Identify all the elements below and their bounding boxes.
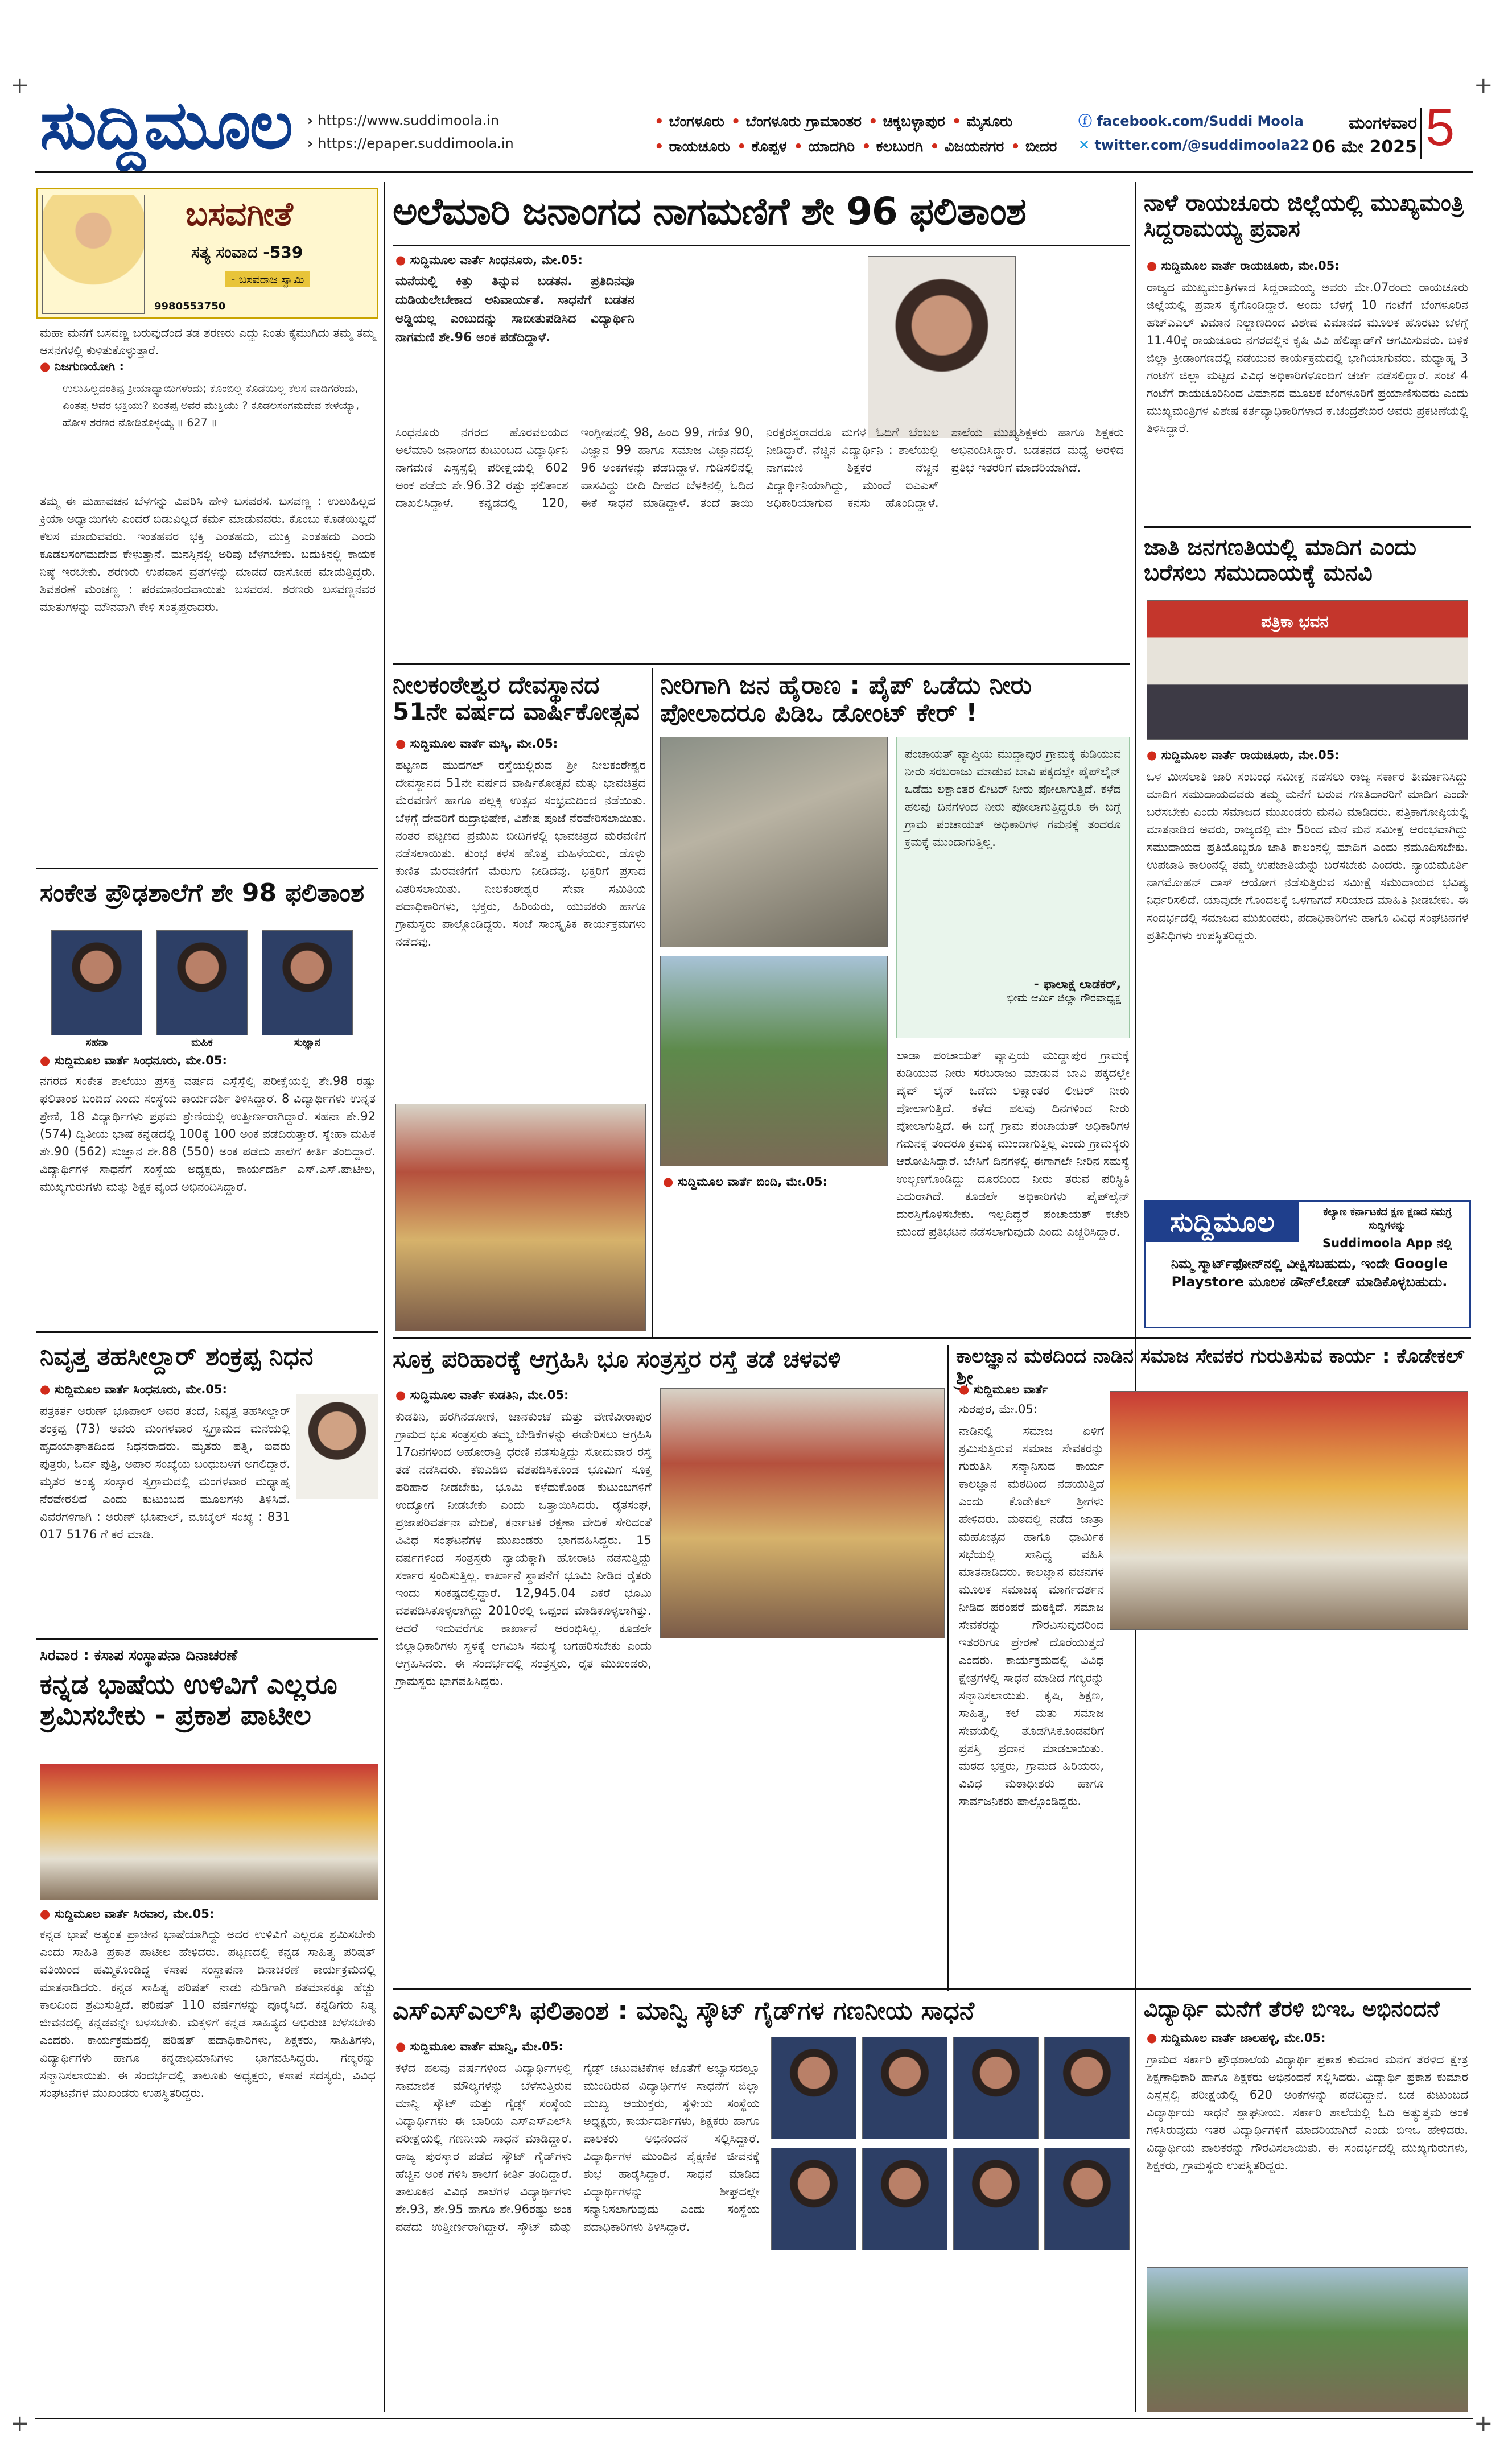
caste-photo [1147, 600, 1468, 740]
student-byline: ● ಸುದ್ದಿಮೂಲ ವಾರ್ತೆ ಜಾಲಹಳ್ಳಿ, ಮೇ.05: [1147, 2031, 1326, 2045]
water-body-left [663, 1195, 888, 1331]
ad-app: Suddimoola App ನಲ್ಲಿ [1322, 1236, 1452, 1250]
temple-headline: ನೀಲಕಂಠೇಶ್ವರ ದೇವಸ್ಥಾನದ 51ನೇ ವರ್ಷದ ವಾರ್ಷಿಕೋತ್ಸವ [393, 671, 640, 726]
nagamani-photo [868, 256, 1016, 438]
water-byline: ● ಸುದ್ದಿಮೂಲ ವಾರ್ತೆ ಬಿಂದಿ, ಮೇ.05: [663, 1175, 827, 1189]
main-headline: ಅಲೆಮಾರಿ ಜನಾಂಗದ ನಾಗಮಣಿಗೆ ಶೇ 96 ಫಲಿತಾಂಶ [393, 189, 1026, 233]
student-name: ಮಹಿಕ [191, 1037, 213, 1049]
scout-photo [953, 2037, 1039, 2139]
kodekal-photo [1110, 1391, 1468, 1630]
basava-label: ● ನಿಜಗುಣಯೋಗಿ : [40, 360, 124, 374]
ad-line1: ಕಲ್ಯಾಣ ಕರ್ನಾಟಕದ ಕ್ಷಣ ಕ್ಷಣದ ಸಮಗ್ರ ಸುದ್ದಿಗಳನ್ನು [1323, 1206, 1452, 1232]
kannada-byline: ● ಸುದ್ದಿಮೂಲ ವಾರ್ತೆ ಸಿರವಾರ, ಮೇ.05: [40, 1907, 214, 1921]
water-photo-pipe [660, 737, 888, 947]
land-byline: ● ಸುದ್ದಿಮೂಲ ವಾರ್ತೆ ಕುಡತಿನಿ, ಮೇ.05: [395, 1388, 568, 1402]
tahsildar-byline: ● ಸುದ್ದಿಮೂಲ ವಾರ್ತೆ ಸಿಂಧನೂರು, ಮೇ.05: [40, 1382, 227, 1397]
kannada-photo [40, 1764, 378, 1900]
scout-photo [1044, 2148, 1130, 2250]
sanketha-headline: ಸಂಕೇತ ಪ್ರೌಢಶಾಲೆಗೆ ಶೇ 98 ಫಲಿತಾಂಶ [40, 878, 365, 907]
scout-photo [771, 2037, 856, 2139]
scout-photo [862, 2148, 947, 2250]
water-headline: ನೀರಿಗಾಗಿ ಜನ ಹೈರಾಣ : ಪೈಪ್ ಒಡೆದು ನೀರು ಪೋಲಾದರೂ ಪಿಡಿಒ ಡೋಂಟ್ ಕೇರ್ ! [660, 671, 1032, 728]
basava-illustration [42, 195, 145, 314]
student-name: ಸುಜ್ಞಾನ [294, 1037, 321, 1049]
caste-byline: ● ಸುದ್ದಿಮೂಲ ವಾರ್ತೆ ರಾಯಚೂರು, ಮೇ.05: [1147, 748, 1340, 762]
student-photo [156, 930, 248, 1035]
basava-header [36, 188, 378, 319]
cm-body: ರಾಜ್ಯದ ಮುಖ್ಯಮಂತ್ರಿಗಳಾದ ಸಿದ್ದರಾಮಯ್ಯ ಅವರು ಮೇ.07ರಂದು ರಾಯಚೂರು ಜಿಲ್ಲೆಯಲ್ಲಿ ಪ್ರವಾಸ ಕೈಗೊಂಡಿದ್ದಾರೆ. ಅಂದು ಬೆಳಗ್ಗೆ 10 ಗಂಟೆಗೆ ಬೆಂಗಳೂರಿನ ಹೆಚ್‌ಎಎಲ್ ವಿಮಾನ ನಿಲ್ದಾಣದಿಂದ ವಿಶೇಷ ವಿಮಾನದ ಮೂಲಕ ಹೊರಟು ಬೆಳಗ್ಗೆ 11.40ಕ್ಕೆ ರಾಯಚೂರು ನಗರದಲ್ಲಿನ ಕೃಷಿ ವಿವಿ ಹೆಲಿಪ್ಯಾಡ್‌ಗೆ ಆಗಮಿಸುವರು. ಬಳಿಕ ಜಿಲ್ಲಾ ಕ್ರೀಡಾಂಗಣದಲ್ಲಿ ನಡೆಯುವ ಕಾರ್ಯಕ್ರಮದಲ್ಲಿ ಭಾಗಿಯಾಗುವರು. ಮಧ್ಯಾಹ್ನ 3 ಗಂಟೆಗೆ ಜಿಲ್ಲಾ ಮಟ್ಟದ ವಿವಿಧ ಅಧಿಕಾರಿಗಳೊಂದಿಗೆ ಚರ್ಚೆ ನಡೆಸಲಿದ್ದಾರೆ. ಸಂಜೆ 4 ಗಂಟೆಗೆ ರಾಯಚೂರಿನಿಂದ ವಿಮಾನದ ಮೂಲಕ ಬೆಂಗಳೂರಿಗೆ ಪ್ರಯಾಣಿಸುವರು ಎಂದು ಮುಖ್ಯಮಂತ್ರಿಗಳ ವಿಶೇಷ ಕರ್ತವ್ಯಾಧಿಕಾರಿಗಳಾದ ಕೆ.ಚಂದ್ರಶೇಖರ ಅವರು ಪ್ರಕಟಣೆಯಲ್ಲಿ ತಿಳಿಸಿದ್ದಾರೆ. [1147, 280, 1468, 435]
sslc-body: ಕಳೆದ ಹಲವು ವರ್ಷಗಳಿಂದ ವಿದ್ಯಾರ್ಥಿಗಳಲ್ಲಿ ಸಾಮಾಜಿಕ ಮೌಲ್ಯಗಳನ್ನು ಬೆಳೆಸುತ್ತಿರುವ ಮಾನ್ವಿ ಸ್ಕೌಟ್ ಮತ್ತು ಗೈಡ್ಸ್ ಸಂಸ್ಥೆಯ ವಿದ್ಯಾರ್ಥಿಗಳು ಈ ಬಾರಿಯ ಎಸ್‌ಎಸ್‌ಎಲ್‌ಸಿ ಪರೀಕ್ಷೆಯಲ್ಲಿ ಗಣನೀಯ ಸಾಧನೆ ಮಾಡಿದ್ದಾರೆ. ರಾಜ್ಯ ಪುರಸ್ಕಾರ ಪಡೆದ ಸ್ಕೌಟ್ ಗೈಡ್‌ಗಳು ಹೆಚ್ಚಿನ ಅಂಕ ಗಳಿಸಿ ಶಾಲೆಗೆ ಕೀರ್ತಿ ತಂದಿದ್ದಾರೆ. ತಾಲೂಕಿನ ವಿವಿಧ ಶಾಲೆಗಳ ವಿದ್ಯಾರ್ಥಿಗಳು ಶೇ.93, ಶೇ.95 ಹಾಗೂ ಶೇ.96ರಷ್ಟು ಅಂಕ ಪಡೆದು ಉತ್ತೀರ್ಣರಾಗಿದ್ದಾರೆ. ಸ್ಕೌಟ್ ಮತ್ತು ಗೈಡ್ಸ್ ಚಟುವಟಿಕೆಗಳ ಜೊತೆಗೆ ಅಭ್ಯಾಸದಲ್ಲೂ ಮುಂದಿರುವ ವಿದ್ಯಾರ್ಥಿಗಳ ಸಾಧನೆಗೆ ಜಿಲ್ಲಾ ಮುಖ್ಯ ಆಯುಕ್ತರು, ಸ್ಥಳೀಯ ಸಂಸ್ಥೆಯ ಅಧ್ಯಕ್ಷರು, ಕಾರ್ಯದರ್ಶಿಗಳು, ಶಿಕ್ಷಕರು ಹಾಗೂ ಪಾಲಕರು ಅಭಿನಂದನೆ ಸಲ್ಲಿಸಿದ್ದಾರೆ. ವಿದ್ಯಾರ್ಥಿಗಳ ಮುಂದಿನ ಶೈಕ್ಷಣಿಕ ಜೀವನಕ್ಕೆ ಶುಭ ಹಾರೈಸಿದ್ದಾರೆ. ಸಾಧನೆ ಮಾಡಿದ ವಿದ್ಯಾರ್ಥಿಗಳನ್ನು ಶೀಘ್ರದಲ್ಲೇ ಸನ್ಮಾನಿಸಲಾಗುವುದು ಎಂದು ಸಂಸ್ಥೆಯ ಪದಾಧಿಕಾರಿಗಳು ತಿಳಿಸಿದ್ದಾರೆ. [395, 2061, 760, 2234]
student-photo [262, 930, 353, 1035]
masthead-logo: ಸುದ್ದಿಮೂಲ [40, 85, 292, 164]
temple-byline: ● ಸುದ್ದಿಮೂಲ ವಾರ್ತೆ ಮಸ್ಕಿ, ಮೇ.05: [395, 737, 558, 751]
epaper-link[interactable]: › https://epaper.suddimoola.in [307, 132, 514, 155]
sslc-body-cont [771, 2259, 1130, 2412]
water-photo-person [660, 956, 888, 1166]
website-link[interactable]: › https://www.suddimoola.in [307, 109, 514, 132]
scout-photo [1044, 2037, 1130, 2139]
kodekal-byline: ● ಸುದ್ದಿಮೂಲ ವಾರ್ತೆ [959, 1382, 1048, 1397]
main-byline: ● ಸುದ್ದಿಮೂಲ ವಾರ್ತೆ ಸಿಂಧನೂರು, ಮೇ.05: [395, 253, 583, 267]
kannada-headline: ಕನ್ನಡ ಭಾಷೆಯ ಉಳಿವಿಗೆ ಎಲ್ಲರೂ ಶ್ರಮಿಸಬೇಕು - ಪ್ರಕಾಶ ಪಾಟೀಲ [40, 1669, 337, 1731]
kodekal-body-cont [959, 1638, 1468, 1980]
basava-author: - ಬಸವರಾಜ ಸ್ವಾಮಿ [225, 271, 310, 287]
student-body: ಗ್ರಾಮದ ಸರ್ಕಾರಿ ಪ್ರೌಢಶಾಲೆಯ ವಿದ್ಯಾರ್ಥಿ ಪ್ರಕಾಶ ಕುಮಾರ ಮನೆಗೆ ತೆರಳಿದ ಕ್ಷೇತ್ರ ಶಿಕ್ಷಣಾಧಿಕಾರಿ ಹಾಗೂ ಶಿಕ್ಷಕರು ಅಭಿನಂದನೆ ಸಲ್ಲಿಸಿದರು. ವಿದ್ಯಾರ್ಥಿ ಪ್ರಕಾಶ ಕುಮಾರ ಎಸ್ಸೆಸ್ಸೆಲ್ಸಿ ಪರೀಕ್ಷೆಯಲ್ಲಿ 620 ಅಂಕಗಳನ್ನು ಪಡೆದಿದ್ದಾನೆ. ಬಡ ಕುಟುಂಬದ ವಿದ್ಯಾರ್ಥಿಯ ಸಾಧನೆ ಶ್ಲಾಘನೀಯ. ಸರ್ಕಾರಿ ಶಾಲೆಯಲ್ಲಿ ಓದಿ ಅತ್ಯುತ್ತಮ ಅಂಕ ಗಳಿಸಿರುವುದು ಇತರ ವಿದ್ಯಾರ್ಥಿಗಳಿಗೆ ಮಾದರಿಯಾಗಿದೆ ಎಂದು ಬಿಇಒ ಹೇಳಿದರು. ವಿದ್ಯಾರ್ಥಿಯ ಪಾಲಕರನ್ನು ಗೌರವಿಸಲಾಯಿತು. ಈ ಸಂದರ್ಭದಲ್ಲಿ ಮುಖ್ಯಗುರುಗಳು, ಶಿಕ್ಷಕರು, ಗ್ರಾಮಸ್ಥರು ಉಪಸ್ಥಿತರಿದ್ದರು. [1147, 2053, 1468, 2172]
caste-body: ಒಳ ಮೀಸಲಾತಿ ಜಾರಿ ಸಂಬಂಧ ಸಮೀಕ್ಷೆ ನಡೆಸಲು ರಾಜ್ಯ ಸರ್ಕಾರ ತೀರ್ಮಾನಿಸಿದ್ದು ಮಾದಿಗ ಸಮುದಾಯದವರು ತಮ್ಮ ಮನೆಗೆ ಬರುವ ಗಣತಿದಾರರಿಗೆ ಮಾದಿಗ ಎಂದೇ ಬರೆಸಬೇಕು ಎಂದು ಸಮಾಜದ ಮುಖಂಡರು ಮನವಿ ಮಾಡಿದರು. ಪತ್ರಿಕಾಗೋಷ್ಠಿಯಲ್ಲಿ ಮಾತನಾಡಿದ ಅವರು, ರಾಜ್ಯದಲ್ಲಿ ಮೇ 5ರಿಂದ ಮನೆ ಮನೆ ಸಮೀಕ್ಷೆ ಆರಂಭವಾಗಿದ್ದು ಸಮುದಾಯದ ಪ್ರತಿಯೊಬ್ಬರೂ ಜಾತಿ ಕಾಲಂನಲ್ಲಿ ಮಾದಿಗ ಎಂದು ನಮೂದಿಸಬೇಕು. ಉಪಜಾತಿ ಕಾಲಂನಲ್ಲಿ ತಮ್ಮ ಉಪಜಾತಿಯನ್ನು ಬರೆಸಬೇಕು ಎಂದರು. ನ್ಯಾಯಮೂರ್ತಿ ನಾಗಮೋಹನ್ ದಾಸ್ ಆಯೋಗ ನಡೆಸುತ್ತಿರುವ ಸಮೀಕ್ಷೆ ಸಮುದಾಯದ ಭವಿಷ್ಯ ನಿರ್ಧರಿಸಲಿದೆ. ಯಾವುದೇ ಗೊಂದಲಕ್ಕೆ ಒಳಗಾಗದೆ ಸರಿಯಾದ ಮಾಹಿತಿ ನೀಡಬೇಕು. ಈ ಸಂದರ್ಭದಲ್ಲಿ ಸಮಾಜದ ಮುಖಂಡರು, ಪದಾಧಿಕಾರಿಗಳು ಹಾಗೂ ವಿವಿಧ ಸಂಘಟನೆಗಳ ಪ್ರತಿನಿಧಿಗಳು ಉಪಸ್ಥಿತರಿದ್ದರು. [1147, 770, 1468, 942]
crop-mark: + [10, 72, 30, 98]
caste-banner: ಪತ್ರಿಕಾ ಭವನ [1261, 612, 1329, 631]
land-body-cont [660, 1647, 942, 1983]
app-ad[interactable] [1144, 1200, 1471, 1328]
student-photo [51, 930, 142, 1035]
kodekal-place: ಸುರಪುರ, ಮೇ.05: [959, 1402, 1037, 1416]
caste-headline: ಜಾತಿ ಜನಗಣತಿಯಲ್ಲಿ ಮಾದಿಗ ಎಂದು ಬರೆಸಲು ಸಮುದಾಯಕ್ಕೆ ಮನವಿ [1144, 534, 1416, 586]
scout-photo [862, 2037, 947, 2139]
student-headline: ವಿದ್ಯಾರ್ಥಿ ಮನೆಗೆ ತೆರಳಿ ಬಿಇಒ ಅಭಿನಂದನೆ [1144, 1996, 1440, 2021]
basava-phone: 9980553750 [154, 300, 226, 312]
tahsildar-body: ಪತ್ರಕರ್ತ ಅರುಣ್ ಭೂಪಾಲ್ ಅವರ ತಂದೆ, ನಿವೃತ್ತ ತಹಸೀಲ್ದಾರ್ ಶಂಕ್ರಪ್ಪ (73) ಅವರು ಮಂಗಳವಾರ ಸ್ವಗ್ರಾಮದ ಮನೆಯಲ್ಲಿ ಹೃದಯಾಘಾತದಿಂದ ನಿಧನರಾದರು. ಮೃತರು ಪತ್ನಿ, ಐವರು ಪುತ್ರರು, ಓರ್ವ ಪುತ್ರಿ, ಅಪಾರ ಸಂಖ್ಯೆಯ ಬಂಧುಬಳಗ ಅಗಲಿದ್ದಾರೆ. ಮೃತರ ಅಂತ್ಯ ಸಂಸ್ಕಾರ ಸ್ವಗ್ರಾಮದಲ್ಲಿ ಮಂಗಳವಾರ ಮಧ್ಯಾಹ್ನ ನೆರವೇರಲಿದೆ ಎಂದು ಕುಟುಂಬದ ಮೂಲಗಳು ತಿಳಿಸಿವೆ. ವಿವರಗಳಿಗಾಗಿ : ಅರುಣ್ ಭೂಪಾಲ್, ಮೊಬೈಲ್ ಸಂಖ್ಯೆ : 831 017 5176 ಗೆ ಕರೆ ಮಾಡಿ. [40, 1404, 290, 1541]
student-name: ಸಹನಾ [85, 1037, 108, 1049]
land-body: ಕುಡತಿನಿ, ಹರಗಿನಡೋಣಿ, ಜಾನೆಕುಂಟೆ ಮತ್ತು ವೇಣಿವೀರಾಪುರ ಗ್ರಾಮದ ಭೂ ಸಂತ್ರಸ್ತರು ತಮ್ಮ ಬೇಡಿಕೆಗಳನ್ನು ಈಡೇರಿಸಲು ಆಗ್ರಹಿಸಿ 17ದಿನಗಳಿಂದ ಅಹೋರಾತ್ರಿ ಧರಣಿ ನಡೆಸುತ್ತಿದ್ದು ಸೋಮವಾರ ರಸ್ತೆ ತಡೆ ನಡೆಸಿದರು. ಕೆಐಎಡಿಬಿ ವಶಪಡಿಸಿಕೊಂಡ ಭೂಮಿಗೆ ಸೂಕ್ತ ಪರಿಹಾರ ನೀಡಬೇಕು, ಭೂಮಿ ಕಳೆದುಕೊಂಡ ಕುಟುಂಬಗಳಿಗೆ ಉದ್ಯೋಗ ನೀಡಬೇಕು ಎಂದು ಒತ್ತಾಯಿಸಿದರು. ರೈತಸಂಘ, ಪ್ರಜಾಪರಿವರ್ತನಾ ವೇದಿಕೆ, ಕರ್ನಾಟಕ ರಕ್ಷಣಾ ವೇದಿಕೆ ಸೇರಿದಂತೆ ವಿವಿಧ ಸಂಘಟನೆಗಳ ಮುಖಂಡರು ಭಾಗವಹಿಸಿದ್ದರು. 15 ವರ್ಷಗಳಿಂದ ಸಂತ್ರಸ್ತರು ನ್ಯಾಯಕ್ಕಾಗಿ ಹೋರಾಟ ನಡೆಸುತ್ತಿದ್ದು ಸರ್ಕಾರ ಸ್ಪಂದಿಸುತ್ತಿಲ್ಲ. ಕಾರ್ಖಾನೆ ಸ್ಥಾಪನೆಗೆ ಭೂಮಿ ನೀಡಿದ ರೈತರು ಇಂದು ಸಂಕಷ್ಟದಲ್ಲಿದ್ದಾರೆ. 12,945.04 ಎಕರೆ ಭೂಮಿ ವಶಪಡಿಸಿಕೊಳ್ಳಲಾಗಿದ್ದು 2010ರಲ್ಲಿ ಒಪ್ಪಂದ ಮಾಡಿಕೊಳ್ಳಲಾಗಿತ್ತು. ಆದರೆ ಇದುವರೆಗೂ ಕಾರ್ಖಾನೆ ಆರಂಭಿಸಿಲ್ಲ. ಕೂಡಲೇ ಜಿಲ್ಲಾಧಿಕಾರಿಗಳು ಸ್ಥಳಕ್ಕೆ ಆಗಮಿಸಿ ಸಮಸ್ಯೆ ಬಗೆಹರಿಸಬೇಕು ಎಂದು ಆಗ್ರಹಿಸಿದರು. ಈ ಸಂದರ್ಭದಲ್ಲಿ ಸಂತ್ರಸ್ತರು, ರೈತ ಮುಖಂಡರು, ಗ್ರಾಮಸ್ಥರು ಭಾಗವಹಿಸಿದ್ದರು. [395, 1410, 652, 1688]
land-headline: ಸೂಕ್ತ ಪರಿಹಾರಕ್ಕೆ ಆಗ್ರಹಿಸಿ ಭೂ ಸಂತ್ರಸ್ತರ ರಸ್ತೆ ತಡೆ ಚಳವಳಿ [393, 1345, 841, 1373]
kannada-kicker: ಸಿರವಾರ : ಕಸಾಪ ಸಂಸ್ಥಾಪನಾ ದಿನಾಚರಣೆ [40, 1647, 238, 1664]
crop-mark: + [1474, 2411, 1493, 2437]
quote-role: ಭೀಮ ಆರ್ಮಿ ಜಿಲ್ಲಾ ಗೌರವಾಧ್ಯಕ್ಷ [1007, 992, 1121, 1004]
temple-body: ಪಟ್ಟಣದ ಮುದಗಲ್ ರಸ್ತೆಯಲ್ಲಿರುವ ಶ್ರೀ ನೀಲಕಂಠೇಶ್ವರ ದೇವಸ್ಥಾನದ 51ನೇ ವರ್ಷದ ವಾರ್ಷಿಕೋತ್ಸವ ಮತ್ತು ಭಾವಚಿತ್ರದ ಮೆರವಣಿಗೆ ಹಾಗೂ ಪಲ್ಲಕ್ಕಿ ಉತ್ಸವ ಸಂಭ್ರಮದಿಂದ ನಡೆಯಿತು. ಬೆಳಗ್ಗೆ ದೇವರಿಗೆ ರುದ್ರಾಭಿಷೇಕ, ವಿಶೇಷ ಪೂಜೆ ನೆರವೇರಿಸಲಾಯಿತು. ನಂತರ ಪಟ್ಟಣದ ಪ್ರಮುಖ ಬೀದಿಗಳಲ್ಲಿ ಭಾವಚಿತ್ರದ ಮೆರವಣಿಗೆ ನಡೆಸಲಾಯಿತು. ಕುಂಭ ಕಳಸ ಹೊತ್ತ ಮಹಿಳೆಯರು, ಡೊಳ್ಳು ಕುಣಿತ ಮೆರವಣಿಗೆಗೆ ಮೆರುಗು ನೀಡಿದವು. ಭಕ್ತರಿಗೆ ಪ್ರಸಾದ ವಿತರಿಸಲಾಯಿತು. ನೀಲಕಂಠೇಶ್ವರ ಸೇವಾ ಸಮಿತಿಯ ಪದಾಧಿಕಾರಿಗಳು, ಭಕ್ತರು, ಹಿರಿಯರು, ಯುವಕರು ಹಾಗೂ ಗ್ರಾಮಸ್ಥರು ಪಾಲ್ಗೊಂಡಿದ್ದರು. ಸಂಜೆ ಸಾಂಸ್ಕೃತಿಕ ಕಾರ್ಯಕ್ರಮಗಳು ನಡೆದವು. [395, 758, 646, 948]
twitter-icon: ✕ [1078, 137, 1095, 153]
water-body: ಲಾಡಾ ಪಂಚಾಯತ್ ವ್ಯಾಪ್ತಿಯ ಮುದ್ದಾಪುರ ಗ್ರಾಮಕ್ಕೆ ಕುಡಿಯುವ ನೀರು ಸರಬರಾಜು ಮಾಡುವ ಬಾವಿ ಪಕ್ಕದಲ್ಲೇ ಪೈಪ್ ಲೈನ್ ಒಡೆದು ಲಕ್ಷಾಂತರ ಲೀಟರ್ ನೀರು ಪೋಲಾಗುತ್ತಿದೆ. ಕಳೆದ ಹಲವು ದಿನಗಳಿಂದ ನೀರು ಪೋಲಾಗುತ್ತಿದೆ. ಈ ಬಗ್ಗೆ ಗ್ರಾಮ ಪಂಚಾಯತ್ ಅಧಿಕಾರಿಗಳ ಗಮನಕ್ಕೆ ತಂದರೂ ಕ್ರಮಕ್ಕೆ ಮುಂದಾಗುತ್ತಿಲ್ಲ ಎಂದು ಗ್ರಾಮಸ್ಥರು ಆರೋಪಿಸಿದ್ದಾರೆ. ಬೇಸಿಗೆ ದಿನಗಳಲ್ಲಿ ಈಗಾಗಲೇ ನೀರಿನ ಸಮಸ್ಯೆ ಉಲ್ಬಣಗೊಂಡಿದ್ದು ದೂರದಿಂದ ನೀರು ತರುವ ಪರಿಸ್ಥಿತಿ ಎದುರಾಗಿದೆ. ಕೂಡಲೇ ಅಧಿಕಾರಿಗಳು ಪೈಪ್‌ಲೈನ್ ದುರಸ್ತಿಗೊಳಿಸಬೇಕು. ಇಲ್ಲದಿದ್ದರೆ ಪಂಚಾಯತ್ ಕಚೇರಿ ಮುಂದೆ ಪ್ರತಿಭಟನೆ ನಡೆಸಲಾಗುವುದು ಎಂದು ಎಚ್ಚರಿಸಿದ್ದಾರೆ. [896, 1049, 1130, 1239]
crop-mark: + [10, 2411, 30, 2437]
land-photo [660, 1388, 945, 1638]
cm-headline: ನಾಳೆ ರಾಯಚೂರು ಜಿಲ್ಲೆಯಲ್ಲಿ ಮುಖ್ಯಮಂತ್ರಿ ಸಿದ್ದರಾಮಯ್ಯ ಪ್ರವಾಸ [1144, 190, 1464, 242]
basava-subtitle: ಸತ್ಯ ಸಂವಾದ -539 [191, 243, 303, 262]
water-quote: ಪಂಚಾಯತ್ ವ್ಯಾಪ್ತಿಯ ಮುದ್ದಾಪುರ ಗ್ರಾಮಕ್ಕೆ ಕುಡಿಯುವ ನೀರು ಸರಬರಾಜು ಮಾಡುವ ಬಾವಿ ಪಕ್ಕದಲ್ಲೇ ಪೈಪ್‌ಲೈನ್ ಒಡೆದು ಲಕ್ಷಾಂತರ ಲೀಟರ್ ನೀರು ಪೋಲಾಗುತ್ತಿದೆ. ಕಳೆದ ಹಲವು ದಿನಗಳಿಂದ ನೀರು ಪೋಲಾಗುತ್ತಿದ್ದರೂ ಈ ಬಗ್ಗೆ ಗ್ರಾಮ ಪಂಚಾಯತ್ ಅಧಿಕಾರಿಗಳ ಗಮನಕ್ಕೆ ತಂದರೂ ಕ್ರಮಕ್ಕೆ ಮುಂದಾಗುತ್ತಿಲ್ಲ. [905, 747, 1121, 849]
basava-intro: ಮಹಾ ಮನೆಗೆ ಬಸವಣ್ಣ ಬರುವುದೆಂದ ತಡ ಶರಣರು ಎದ್ದು ನಿಂತು ಕೈಮುಗಿದು ತಮ್ಮ ತಮ್ಮ ಆಸನಗಳಲ್ಲಿ ಕುಳಿತುಕೊಳ್ಳುತ್ತಾರೆ. [40, 326, 376, 357]
tahsildar-photo [296, 1394, 378, 1499]
city-list: • ಬೆಂಗಳೂರು• ಬೆಂಗಳೂರು ಗ್ರಾಮಾಂತರ• ಚಿಕ್ಕಬಳ್ಳಾಪುರ• ಮೈಸೂರು • ರಾಯಚೂರು• ಕೊಪ್ಪಳ• ಯಾದಗಿರಿ• ಕಲಬುರಗಿ• ವಿಜಯನಗರ• ಬೀದರ [654, 109, 1064, 159]
ad-logo: ಸುದ್ದಿಮೂಲ [1146, 1202, 1299, 1242]
masthead-urls [307, 109, 514, 155]
basava-verse: ಉಲುಹಿಲ್ಲದಂತಿಪ್ಪ ಕ್ರೀಯಾಧ್ಯಾಯಿಗಳೆಂದು; ಕೊಂಬಿಲ್ಲ ಕೊಡೆಯಿಲ್ಲ ಕೆಲಸ ವಾದಿಗರೆಂದು, ಏಂತಪ್ಪ ಅವರ ಭಕ್ತಿಯು? ಏಂತಪ್ಪ ಅವರ ಮುಕ್ತಿಯು ? ಕೂಡಲಸಂಗಮದೇವ ಕೇಳಯ್ಯಾ, ಹೋಳಿ ಶರಣರ ನೋಡಿಕೊಳ್ಳಯ್ಯ ॥ 627 ॥ [63, 382, 360, 429]
scout-photo [771, 2148, 856, 2250]
kodekal-headline: ಕಾಲಜ್ಞಾನ ಮಠದಿಂದ ನಾಡಿನ ಸಮಾಜ ಸೇವಕರ ಗುರುತಿಸುವ ಕಾರ್ಯ : ಕೊಡೇಕಲ್ ಶ್ರೀ [956, 1345, 1465, 1390]
facebook-icon: ⓕ [1078, 113, 1097, 129]
student-photo [1147, 2267, 1468, 2412]
kannada-body: ಕನ್ನಡ ಭಾಷೆ ಅತ್ಯಂತ ಪ್ರಾಚೀನ ಭಾಷೆಯಾಗಿದ್ದು ಅದರ ಉಳಿವಿಗೆ ಎಲ್ಲರೂ ಶ್ರಮಿಸಬೇಕು ಎಂದು ಸಾಹಿತಿ ಪ್ರಕಾಶ ಪಾಟೀಲ ಹೇಳಿದರು. ಪಟ್ಟಣದಲ್ಲಿ ಕನ್ನಡ ಸಾಹಿತ್ಯ ಪರಿಷತ್ ವತಿಯಿಂದ ಹಮ್ಮಿಕೊಂಡಿದ್ದ ಕಸಾಪ ಸಂಸ್ಥಾಪನಾ ದಿನಾಚರಣೆ ಕಾರ್ಯಕ್ರಮದಲ್ಲಿ ಮಾತನಾಡಿದರು. ಕನ್ನಡ ಸಾಹಿತ್ಯ ಪರಿಷತ್ ನಾಡು ನುಡಿಗಾಗಿ ಶತಮಾನಕ್ಕೂ ಹೆಚ್ಚು ಕಾಲದಿಂದ ಶ್ರಮಿಸುತ್ತಿದೆ. ಪರಿಷತ್ 110 ವರ್ಷಗಳನ್ನು ಪೂರೈಸಿದೆ. ಕನ್ನಡಿಗರು ನಿತ್ಯ ಜೀವನದಲ್ಲಿ ಕನ್ನಡವನ್ನೇ ಬಳಸಬೇಕು. ಮಕ್ಕಳಿಗೆ ಕನ್ನಡ ಸಾಹಿತ್ಯದ ಅಭಿರುಚಿ ಬೆಳೆಸಬೇಕು ಎಂದರು. ಕಾರ್ಯಕ್ರಮದಲ್ಲಿ ಪರಿಷತ್ ಪದಾಧಿಕಾರಿಗಳು, ಶಿಕ್ಷಕರು, ಸಾಹಿತಿಗಳು, ವಿದ್ಯಾರ್ಥಿಗಳು ಹಾಗೂ ಕನ್ನಡಾಭಿಮಾನಿಗಳು ಭಾಗವಹಿಸಿದ್ದರು. ಗಣ್ಯರನ್ನು ಸನ್ಮಾನಿಸಲಾಯಿತು. ಈ ಸಂದರ್ಭದಲ್ಲಿ ತಾಲೂಕು ಅಧ್ಯಕ್ಷರು, ಕಸಾಪ ಸದಸ್ಯರು, ವಿವಿಧ ಸಂಘಟನೆಗಳ ಮುಖಂಡರು ಉಪಸ್ಥಿತರಿದ್ದರು. [40, 1928, 376, 2100]
quote-author: - ಫಾಲಾಕ್ಷ ಲಾಡಕರ್, [1033, 977, 1121, 992]
crop-mark: + [1474, 72, 1493, 98]
page-number: 5 [1425, 98, 1455, 156]
main-body: ಸಿಂಧನೂರು ನಗರದ ಹೊರವಲಯದ ಅಲೆಮಾರಿ ಜನಾಂಗದ ಕುಟುಂಬದ ವಿದ್ಯಾರ್ಥಿನಿ ನಾಗಮಣಿ ಎಸ್ಸೆಸ್ಸೆಲ್ಸಿ ಪರೀಕ್ಷೆಯಲ್ಲಿ 602 ಅಂಕ ಪಡೆದು ಶೇ.96.32 ರಷ್ಟು ಫಲಿತಾಂಶ ದಾಖಲಿಸಿದ್ದಾಳೆ. ಕನ್ನಡದಲ್ಲಿ 120, ಇಂಗ್ಲೀಷನಲ್ಲಿ 98, ಹಿಂದಿ 99, ಗಣಿತ 90, ವಿಜ್ಞಾನ 99 ಹಾಗೂ ಸಮಾಜ ವಿಜ್ಞಾನದಲ್ಲಿ 96 ಅಂಕಗಳನ್ನು ಪಡೆದಿದ್ದಾಳೆ. ಗುಡಿಸಲಿನಲ್ಲಿ ವಾಸವಿದ್ದು ಬೀದಿ ದೀಪದ ಬೆಳಕಿನಲ್ಲಿ ಓದಿದ ಈಕೆ ಸಾಧನೆ ಮಾಡಿದ್ದಾಳೆ. ತಂದೆ ತಾಯಿ ನಿರಕ್ಷರಸ್ಥರಾದರೂ ಮಗಳ ಓದಿಗೆ ಬೆಂಬಲ ನೀಡಿದ್ದಾರೆ. ನೆಚ್ಚಿನ ವಿದ್ಯಾರ್ಥಿನಿ : ಶಾಲೆಯಲ್ಲಿ ನಾಗಮಣಿ ಶಿಕ್ಷಕರ ನೆಚ್ಚಿನ ವಿದ್ಯಾರ್ಥಿನಿಯಾಗಿದ್ದು, ಮುಂದೆ ಐಎಎಸ್ ಅಧಿಕಾರಿಯಾಗುವ ಕನಸು ಹೊಂದಿದ್ದಾಳೆ. ಶಾಲೆಯ ಮುಖ್ಯಶಿಕ್ಷಕರು ಹಾಗೂ ಶಿಕ್ಷಕರು ಅಭಿನಂದಿಸಿದ್ದಾರೆ. ಬಡತನದ ಮಧ್ಯೆ ಅರಳಿದ ಪ್ರತಿಭೆ ಇತರರಿಗೆ ಮಾದರಿಯಾಗಿದೆ. [395, 426, 1124, 510]
basava-body: ತಮ್ಮ ಈ ಮಹಾವಚನ ಬೆಳಗನ್ನು ವಿವರಿಸಿ ಹೇಳಿ ಬಸವರಸ. ಬಸವಣ್ಣ : ಉಲುಹಿಲ್ಲದ ಕ್ರಿಯಾ ಅಧ್ಯಾಯಿಗಳು ಎಂದರೆ ಬಿಡುವಿಲ್ಲದೆ ಕರ್ಮ ಮಾಡುವವರು. ಕೊಂಬು ಕೊಡೆಯಿಲ್ಲದೆ ಕೆಲಸ ಮಾಡುವವರು. ಇಂತಹವರ ಭಕ್ತಿ ಎಂತಹದು, ಮುಕ್ತಿ ಎಂತಹದು ಎಂದು ಕೂಡಲಸಂಗಮದೇವ ಕೇಳುತ್ತಾನೆ. ಮನಸ್ಸಿನಲ್ಲಿ ಅರಿವು ಬೆಳಗಬೇಕು. ಬದುಕಿನಲ್ಲಿ ಕಾಯಕ ನಿಷ್ಠೆ ಇರಬೇಕು. ಶರಣರು ಉಪವಾಸ ವ್ರತಗಳನ್ನು ಮಾಡದೆ ದಾಸೋಹ ಮಾಡುತ್ತಿದ್ದರು. ಶಿವಶರಣೆ ಮಂಚಣ್ಣ : ಪರಮಾನಂದವಾಯಿತು ಬಸವರಸ. ಶರಣರು ಬಸವಣ್ಣನವರ ಮಾತುಗಳನ್ನು ಮೌನವಾಗಿ ಕೇಳಿ ಸಂತೃಪ್ತರಾದರು. [40, 494, 376, 614]
sanketha-byline: ● ಸುದ್ದಿಮೂಲ ವಾರ್ತೆ ಸಿಂಧನೂರು, ಮೇ.05: [40, 1054, 227, 1068]
kodekal-body: ನಾಡಿನಲ್ಲಿ ಸಮಾಜ ಏಳಿಗೆ ಶ್ರಮಿಸುತ್ತಿರುವ ಸಮಾಜ ಸೇವಕರನ್ನು ಗುರುತಿಸಿ ಸನ್ಮಾನಿಸುವ ಕಾರ್ಯ ಕಾಲಜ್ಞಾನ ಮಠದಿಂದ ನಡೆಯುತ್ತಿದೆ ಎಂದು ಕೊಡೇಕಲ್ ಶ್ರೀಗಳು ಹೇಳಿದರು. ಮಠದಲ್ಲಿ ನಡೆದ ಜಾತ್ರಾ ಮಹೋತ್ಸವ ಹಾಗೂ ಧಾರ್ಮಿಕ ಸಭೆಯಲ್ಲಿ ಸಾನಿಧ್ಯ ವಹಿಸಿ ಮಾತನಾಡಿದರು. ಕಾಲಜ್ಞಾನ ವಚನಗಳ ಮೂಲಕ ಸಮಾಜಕ್ಕೆ ಮಾರ್ಗದರ್ಶನ ನೀಡಿದ ಪರಂಪರೆ ಮಠಕ್ಕಿದೆ. ಸಮಾಜ ಸೇವಕರನ್ನು ಗೌರವಿಸುವುದರಿಂದ ಇತರರಿಗೂ ಪ್ರೇರಣೆ ದೊರೆಯುತ್ತದೆ ಎಂದರು. ಕಾರ್ಯಕ್ರಮದಲ್ಲಿ ವಿವಿಧ ಕ್ಷೇತ್ರಗಳಲ್ಲಿ ಸಾಧನೆ ಮಾಡಿದ ಗಣ್ಯರನ್ನು ಸನ್ಮಾನಿಸಲಾಯಿತು. ಕೃಷಿ, ಶಿಕ್ಷಣ, ಸಾಹಿತ್ಯ, ಕಲೆ ಮತ್ತು ಸಮಾಜ ಸೇವೆಯಲ್ಲಿ ತೊಡಗಿಸಿಕೊಂಡವರಿಗೆ ಪ್ರಶಸ್ತಿ ಪ್ರದಾನ ಮಾಡಲಾಯಿತು. ಮಠದ ಭಕ್ತರು, ಗ್ರಾಮದ ಹಿರಿಯರು, ವಿವಿಧ ಮಠಾಧೀಶರು ಹಾಗೂ ಸಾರ್ವಜನಿಕರು ಪಾಲ್ಗೊಂಡಿದ್ದರು. [959, 1424, 1104, 1808]
social-links [1078, 109, 1309, 157]
basava-title: ಬಸವಗೀತೆ [186, 195, 293, 233]
temple-photo [395, 1104, 646, 1331]
water-quote-box [896, 737, 1130, 1038]
facebook-link[interactable]: facebook.com/Suddi Moola [1097, 113, 1304, 129]
tahsildar-body-cont [40, 1516, 376, 1630]
issue-date: ಮಂಗಳವಾರ 06 ಮೇ 2025 [1312, 113, 1417, 157]
sanketha-body: ನಗರದ ಸಂಕೇತ ಶಾಲೆಯು ಪ್ರಸಕ್ತ ವರ್ಷದ ಎಸ್ಸೆಸ್ಸೆಲ್ಸಿ ಪರೀಕ್ಷೆಯಲ್ಲಿ ಶೇ.98 ರಷ್ಟು ಫಲಿತಾಂಶ ಬಂದಿದೆ ಎಂದು ಸಂಸ್ಥೆಯ ಕಾರ್ಯದರ್ಶಿ ತಿಳಿಸಿದ್ದಾರೆ. 8 ವಿದ್ಯಾರ್ಥಿಗಳು ಉನ್ನತ ಶ್ರೇಣಿ, 18 ವಿದ್ಯಾರ್ಥಿಗಳು ಪ್ರಥಮ ಶ್ರೇಣಿಯಲ್ಲಿ ಉತ್ತೀರ್ಣರಾಗಿದ್ದಾರೆ. ಸಹನಾ ಶೇ.92 (574) ದ್ವಿತೀಯ ಭಾಷೆ ಕನ್ನಡದಲ್ಲಿ 100ಕ್ಕೆ 100 ಅಂಕ ಪಡೆದಿರುತ್ತಾರೆ. ಸ್ನೇಹಾ ಮಹಿಕ ಶೇ.90 (562) ಸುಜ್ಞಾನ ಶೇ.88 (550) ಅಂಕ ಪಡೆದು ಶಾಲೆಗೆ ಕೀರ್ತಿ ತಂದಿದ್ದಾರೆ. ವಿದ್ಯಾರ್ಥಿಗಳ ಸಾಧನೆಗೆ ಸಂಸ್ಥೆಯ ಅಧ್ಯಕ್ಷರು, ಕಾರ್ಯದರ್ಶಿ ಎಸ್.ಎಸ್.ಪಾಟೀಲ, ಮುಖ್ಯಗುರುಗಳು ಮತ್ತು ಶಿಕ್ಷಕ ವೃಂದ ಅಭಿನಂದಿಸಿದ್ದಾರೆ. [40, 1074, 376, 1194]
scout-photo [953, 2148, 1039, 2250]
sslc-headline: ಎಸ್‌ಎಸ್‌ಎಲ್‌ಸಿ ಫಲಿತಾಂಶ : ಮಾನ್ವಿ ಸ್ಕೌಟ್ ಗೈಡ್‌ಗಳ ಗಣನೀಯ ಸಾಧನೆ [393, 1996, 975, 2025]
main-lead: ಮನೆಯಲ್ಲಿ ಕಿತ್ತು ತಿನ್ನುವ ಬಡತನ. ಪ್ರತಿದಿನವೂ ದುಡಿಯಲೇಬೇಕಾದ ಅನಿವಾರ್ಯತೆ. ಸಾಧನೆಗೆ ಬಡತನ ಅಡ್ಡಿಯಲ್ಲ ಎಂಬುದನ್ನು ಸಾಬೀತುಪಡಿಸಿದ ವಿದ್ಯಾರ್ಥಿನಿ ನಾಗಮಣಿ ಶೇ.96 ಅಂಕ ಪಡೆದಿದ್ದಾಳೆ. [395, 274, 634, 345]
cm-byline: ● ಸುದ್ದಿಮೂಲ ವಾರ್ತೆ ರಾಯಚೂರು, ಮೇ.05: [1147, 259, 1340, 273]
sslc-byline: ● ಸುದ್ದಿಮೂಲ ವಾರ್ತೆ ಮಾನ್ವಿ, ಮೇ.05: [395, 2040, 563, 2054]
tahsildar-headline: ನಿವೃತ್ತ ತಹಸೀಲ್ದಾರ್ ಶಂಕ್ರಪ್ಪ ನಿಧನ [40, 1342, 314, 1371]
ad-line2: ನಿಮ್ಮ ಸ್ಮಾರ್ಟ್‌ಫೋನ್‌ನಲ್ಲಿ ವೀಕ್ಷಿಸಬಹುದು, ಇಂದೇ Google Playstore ಮೂಲಕ ಡೌನ್‌ಲೋಡ್ ಮಾಡಿಕೊಳ್ಳಬಹುದು. [1171, 1256, 1448, 1290]
twitter-link[interactable]: twitter.com/@suddimoola22 [1094, 137, 1309, 153]
